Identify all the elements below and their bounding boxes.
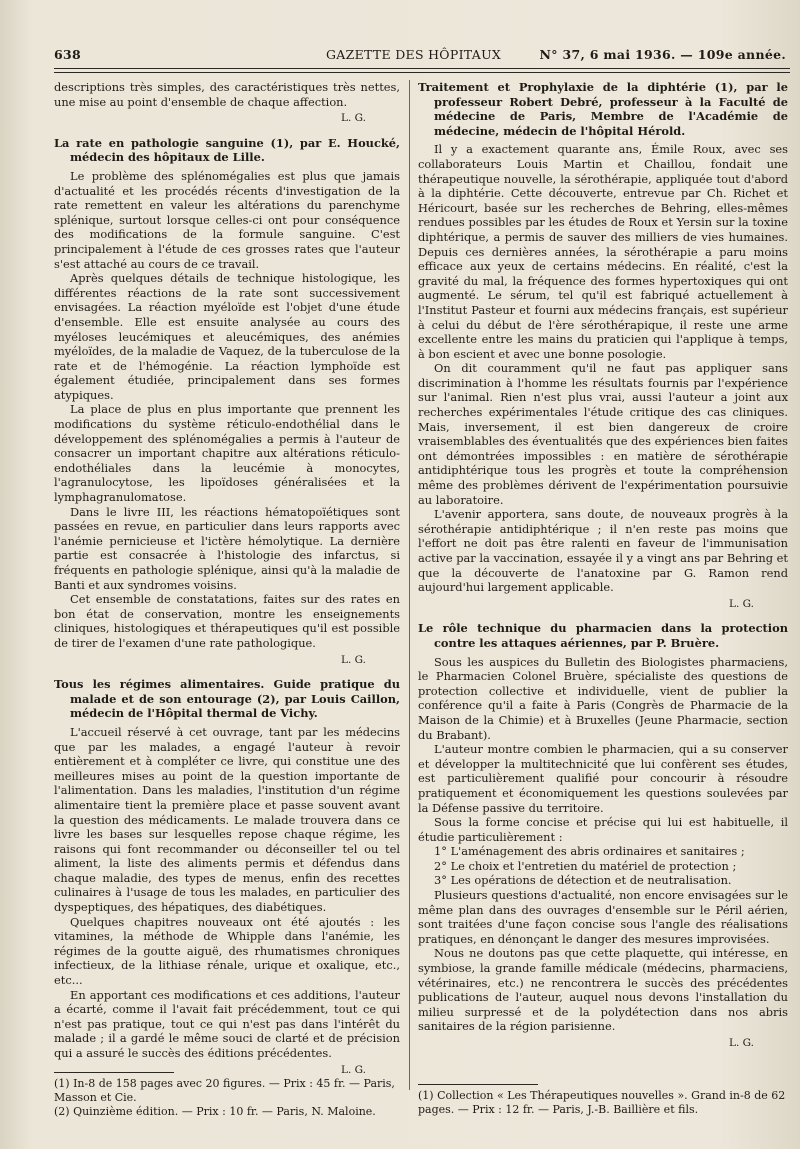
review-pharmacien (418, 621, 788, 1050)
footnote-rule (418, 1084, 538, 1085)
review-paragraph: Après quelques détails de technique histologique, les différentes réactions de la rate sont successivement envisagées. La réaction myéloïde est l'objet d'une étude d'ensemble. Elle est ensuite analysée au cours des myéloses leucémiques et aleucémiques, des anémies myéloïdes, de la maladie de Vaquez, de la tuberculose de la rate et de l'hémogénie. La réaction lymphoïde est également étudiée, principalement dans ses formes atypiques. (54, 271, 400, 402)
list-item: 2° Le choix et l'entretien du matériel de protection ; (434, 858, 737, 873)
reviewer-signature: L. G. (729, 1037, 754, 1049)
reviewer-signature: L. G. (729, 597, 754, 610)
journal-title: GAZETTE DES HÔPITAUX (326, 47, 502, 62)
header-rule-thin (54, 72, 790, 73)
list-item: 3° Les opérations de détection et de neutralisation. (434, 873, 732, 888)
review-paragraph: Plusieurs questions d'actualité, non encore envisagées sur le même plan dans des ouvrages d'ensemble sur le Péril aérien, sont traitées d'une façon concise sous l'angle des réalisations pratiques, en dénonçant le danger des mesures improvisées. (418, 888, 788, 946)
review-paragraph: En apportant ces modifications et ces additions, l'auteur a écarté, comme il l'avait fait précédemment, tout ce qui n'est pas pratique, tout ce qui n'est pas dans l'intérêt du malade ; il a gardé le même souci de clarté et de précision qui a assuré le succès des éditions précédentes. (54, 987, 400, 1060)
footnote: (1) Collection « Les Thérapeutiques nouvelles ». Grand in-8 de 62 pages. — Prix : 12 fr. — Paris, J.-B. Baillière et fils. (418, 1089, 786, 1116)
right-footnotes (418, 1084, 788, 1117)
column-divider (409, 80, 410, 1090)
reviewer-signature: L. G. (341, 112, 366, 125)
review-title: Traitement et Prophylaxie de la diphtérie (1), par le professeur Robert Debré, professeur à la Faculté de médecine de Paris, Membre de l'Académie de médecine, médecin de l'hôpital Hérold. (418, 80, 788, 138)
review-paragraph: L'avenir apportera, sans doute, de nouveaux progrès à la sérothérapie antidiphtérique ; il n'en reste pas moins que l'effort ne doit pas être ralenti en faveur de l'immunisation active par la vaccination, essayée il y a vingt ans par Behring et que la découverte de l'anatoxine par G. Ramon rend aujourd'hui largement applicable. (418, 507, 788, 595)
review-title: Le rôle technique du pharmacien dans la protection contre les attaques aériennes, par P. Bruère. (418, 621, 788, 650)
footnote: (2) Quinzième édition. — Prix : 10 fr. — Paris, N. Maloine. (54, 1105, 376, 1118)
header-rule (54, 68, 790, 69)
continuation-text: descriptions très simples, des caractéristiques très nettes, une mise au point d'ensemble de chaque affection. (54, 80, 400, 109)
review-paragraph: Quelques chapitres nouveaux ont été ajoutés : les vitamines, la méthode de Whipple dans l'anémie, les régimes de la goutte aiguë, des rhumatismes chroniques infectieux, de la lithiase rénale, urique et oxalique, etc., etc... (54, 914, 400, 988)
footnote: (1) In-8 de 158 pages avec 20 figures. — Prix : 45 fr. — Paris, Masson et Cie. (54, 1077, 395, 1104)
review-paragraph: Cet ensemble de constatations, faites sur des rates en bon état de conservation, montre les enseignements cliniques, histologiques et thérapeutiques qu'il est possible de tirer de l'examen d'une rate pathologique. (54, 592, 400, 650)
review-diphterie (418, 80, 788, 611)
review-title: Tous les régimes alimentaires. Guide pratique du malade et de son entourage (2), par Louis Caillon, médecin de l'Hôpital thermal de Vichy. (54, 677, 400, 721)
review-rate-pathologie (54, 136, 400, 667)
review-paragraph: Le problème des splénomégalies est plus que jamais d'actualité et les procédés récents d'investigation de la rate remettent en valeur les altérations du parenchyme splénique, surtout lorsque celles-ci ont pour conséquence des modifications de la formule sanguine. C'est principalement à l'étude de ces grosses rates que l'auteur s'est attaché au cours de ce travail. (54, 168, 400, 271)
review-paragraph: Sous la forme concise et précise qui lui est habituelle, il étudie particulièrement : (418, 815, 788, 844)
page-number: 638 (54, 47, 81, 62)
list-item: 1° L'aménagement des abris ordinaires et sanitaires ; (434, 844, 745, 859)
review-paragraph: L'accueil réservé à cet ouvrage, tant par les médecins que par les malades, a engagé l'auteur à revoir entièrement et à compléter ce livre, qui constitue une des meilleures mises au point de la question importante de l'alimentation. Dans les maladies, l'institution d'un régime alimentaire tient la première place et passe souvent avant la question des médicaments. Le malade trouvera dans ce livre les bases sur lesquelles repose chaque régime, les raisons qui font recommander ou déconseiller tel ou tel aliment, la liste des aliments permis et défendus dans chaque maladie, des types de menus, enfin des recettes culinaires à l'usage de tous les malades, en particulier des dyspeptiques, des hépatiques, des diabétiques. (54, 724, 400, 915)
left-footnotes (54, 1072, 400, 1119)
left-column (54, 80, 400, 1087)
review-paragraph: L'auteur montre combien le pharmacien, qui a su conserver et développer la multitechnicité que lui confèrent ses études, est particulièrement qualifié pour concourir à résoudre pratiquement et économiquement les questions soulevées par la Défense passive du territoire. (418, 742, 788, 815)
review-paragraph: Il y a exactement quarante ans, Émile Roux, avec ses collaborateurs Louis Martin et Chaillou, fondait une thérapeutique nouvelle, la sérothérapie, appliquée tout d'abord à la diphtérie. Cette découverte, entrevue par Ch. Richet et Héricourt, basée sur les recherches de Behring, elles-mêmes rendues possibles par les études de Roux et Yersin sur la toxine diphtérique, a permis de sauver des milliers de vies humaines. Depuis ces dernières années, la sérothérapie a paru moins efficace aux yeux de certains médecins. En réalité, c'est la gravité du mal, la fréquence des formes hypertoxiques qui ont augmenté. Le sérum, tel qu'il est fabriqué actuellement à l'Institut Pasteur et fourni aux médecins français, est supérieur à celui du début de l'ère sérothérapique, il reste une arme excellente entre les mains du praticien qui l'applique à temps, à bon escient et avec une bonne posologie. (418, 142, 788, 361)
review-paragraph: Sous les auspices du Bulletin des Biologistes pharmaciens, le Pharmacien Colonel Bruère, spécialiste des questions de protection collective et individuelle, vient de publier la conférence qu'il a faite à Paris (Congrès de Pharmacie de la Maison de la Chimie) et à Bruxelles (Jeune Pharmacie, section du Brabant). (418, 654, 788, 742)
footnote-rule (54, 1072, 174, 1073)
review-paragraph: La place de plus en plus importante que prennent les modifications du système réticulo-endothélial dans le développement des splénomégalies a permis à l'auteur de consacrer un important chapitre aux altérations réticulo-endothéliales dans la leucémie à monocytes, l'agranulocytose, les lipoïdoses généralisées et la lymphagranulomatose. (54, 402, 400, 505)
right-column (418, 80, 788, 1061)
reviewer-signature: L. G. (341, 1063, 366, 1076)
review-paragraph: Dans le livre III, les réactions hématopoïétiques sont passées en revue, en particulier dans leurs rapports avec l'anémie pernicieuse et l'ictère hémolytique. La dernière partie est consacrée à l'histologie des infarctus, si fréquents en pathologie splénique, ainsi qu'à la maladie de Banti et aux syndromes voisins. (54, 504, 400, 592)
page-header (54, 44, 786, 66)
review-continuation (54, 80, 400, 126)
review-regimes-alimentaires (54, 677, 400, 1077)
review-paragraph: Nous ne doutons pas que cette plaquette, qui intéresse, en symbiose, la grande famille médicale (médecins, pharmaciens, vétérinaires, etc.) ne rencontrera le succès des précédentes publications de l'auteur, auquel nous devons l'installation du milieu surpressé et de la polydétection dans nos abris sanitaires de la région parisienne. (418, 946, 788, 1034)
review-title: La rate en pathologie sanguine (1), par E. Houcké, médecin des hôpitaux de Lille. (54, 135, 400, 165)
reviewer-signature: L. G. (341, 653, 366, 666)
issue-info: N° 37, 6 mai 1936. — 109e année. (539, 47, 786, 62)
review-paragraph: On dit couramment qu'il ne faut pas appliquer sans discrimination à l'homme les résultats fournis par l'expérience sur l'animal. Rien n'est plus vrai, aussi l'auteur a joint aux recherches expérimentales l'étude critique des cas cliniques. Mais, inversement, il est bien dangereux de croire vraisemblables des éventualités que des expériences bien faites ont démontrées impossibles : en matière de sérothérapie antidiphtérique tous les progrès et toute la compréhension même des problèmes dérivent de l'expérimentation poursuivie au laboratoire. (418, 361, 788, 507)
